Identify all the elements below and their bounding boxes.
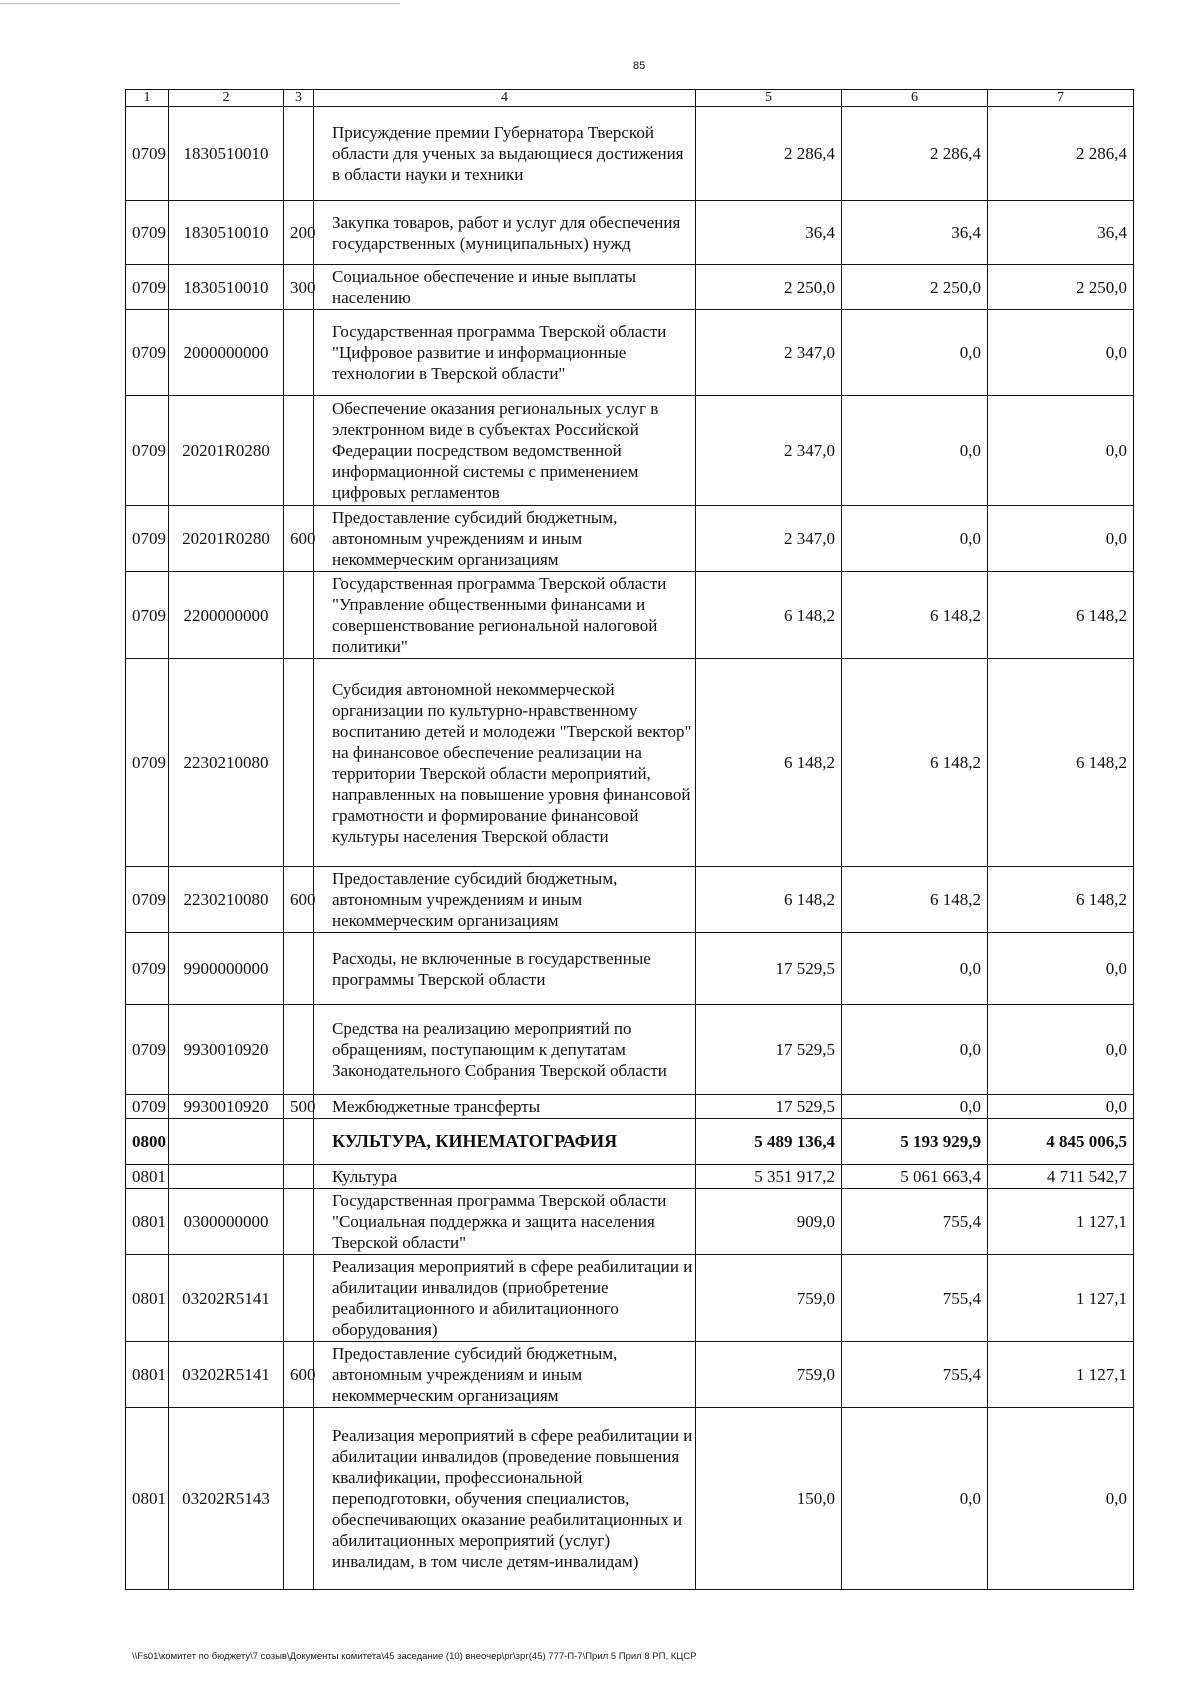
expense-type-code: 600 (284, 867, 314, 933)
table-row (126, 572, 1134, 659)
table-row (126, 396, 1134, 506)
expense-type-code (284, 572, 314, 659)
amount-year-2: 6 148,2 (842, 659, 988, 867)
amount-year-1: 17 529,5 (696, 1005, 842, 1095)
expense-type-code: 500 (284, 1095, 314, 1119)
section-code: 0801 (126, 1408, 169, 1590)
amount-year-3: 1 127,1 (988, 1189, 1134, 1255)
expense-type-code: 200 (284, 201, 314, 265)
amount-year-3: 0,0 (988, 1005, 1134, 1095)
amount-year-3: 2 250,0 (988, 265, 1134, 310)
expense-type-code (284, 396, 314, 506)
amount-year-2: 6 148,2 (842, 867, 988, 933)
target-article-code: 2000000000 (169, 310, 284, 396)
section-code: 0709 (126, 867, 169, 933)
column-header: 6 (842, 90, 988, 107)
column-header: 3 (284, 90, 314, 107)
expense-type-code (284, 310, 314, 396)
item-description: Государственная программа Тверской области "Социальная поддержка и защита населения Тверской области" (314, 1189, 696, 1255)
column-header: 1 (126, 90, 169, 107)
target-article-code: 1830510010 (169, 107, 284, 201)
amount-year-2: 6 148,2 (842, 572, 988, 659)
target-article-code: 03202R5143 (169, 1408, 284, 1590)
target-article-code: 2230210080 (169, 659, 284, 867)
amount-year-2: 5 193 929,9 (842, 1119, 988, 1165)
column-header: 4 (314, 90, 696, 107)
table-row (126, 1095, 1134, 1119)
amount-year-3: 6 148,2 (988, 867, 1134, 933)
top-rule (0, 3, 400, 4)
table-row (126, 506, 1134, 572)
target-article-code (169, 1165, 284, 1189)
section-code: 0709 (126, 1095, 169, 1119)
expense-type-code (284, 933, 314, 1005)
item-description: Государственная программа Тверской области "Цифровое развитие и информационные технологии в Тверской области" (314, 310, 696, 396)
amount-year-3: 0,0 (988, 933, 1134, 1005)
item-description: Расходы, не включенные в государственные программы Тверской области (314, 933, 696, 1005)
amount-year-3: 0,0 (988, 1408, 1134, 1590)
table-row (126, 265, 1134, 310)
amount-year-3: 4 711 542,7 (988, 1165, 1134, 1189)
table-row (126, 1189, 1134, 1255)
amount-year-1: 909,0 (696, 1189, 842, 1255)
target-article-code: 20201R0280 (169, 396, 284, 506)
amount-year-2: 36,4 (842, 201, 988, 265)
target-article-code: 0300000000 (169, 1189, 284, 1255)
table-row (126, 107, 1134, 201)
amount-year-1: 36,4 (696, 201, 842, 265)
amount-year-3: 1 127,1 (988, 1342, 1134, 1408)
page-number: 85 (633, 60, 646, 72)
budget-table (125, 89, 1134, 1590)
target-article-code: 9930010920 (169, 1095, 284, 1119)
amount-year-2: 755,4 (842, 1255, 988, 1342)
expense-type-code (284, 1005, 314, 1095)
amount-year-3: 0,0 (988, 506, 1134, 572)
target-article-code: 9900000000 (169, 933, 284, 1005)
section-code: 0709 (126, 265, 169, 310)
item-description: Субсидия автономной некоммерческой организации по культурно-нравственному воспитанию детей и молодежи "Тверской вектор" на финансовое обеспечение реализации на территории Тверской области мероприятий, направленных на повышение уровня финансовой грамотности и формирование финансовой культуры населения Тверской области (314, 659, 696, 867)
amount-year-3: 2 286,4 (988, 107, 1134, 201)
section-code: 0709 (126, 933, 169, 1005)
amount-year-3: 4 845 006,5 (988, 1119, 1134, 1165)
target-article-code: 2200000000 (169, 572, 284, 659)
amount-year-3: 0,0 (988, 1095, 1134, 1119)
amount-year-1: 2 250,0 (696, 265, 842, 310)
section-code: 0801 (126, 1189, 169, 1255)
amount-year-3: 6 148,2 (988, 659, 1134, 867)
item-description: Государственная программа Тверской области "Управление общественными финансами и совершенствование региональной налоговой политики" (314, 572, 696, 659)
section-code: 0709 (126, 310, 169, 396)
target-article-code: 1830510010 (169, 201, 284, 265)
footer-file-path: \\Fs01\комитет по бюджету\7 созыв\Документы комитета\45 заседание (10) внеочер\рг\зрг(45) 777-П-7\Прил 5 Прил 8 РП, КЦСР (132, 1651, 697, 1662)
table-row (126, 310, 1134, 396)
amount-year-2: 0,0 (842, 506, 988, 572)
expense-type-code (284, 1189, 314, 1255)
amount-year-2: 0,0 (842, 1408, 988, 1590)
amount-year-3: 36,4 (988, 201, 1134, 265)
amount-year-1: 17 529,5 (696, 933, 842, 1005)
expense-type-code (284, 1408, 314, 1590)
amount-year-1: 6 148,2 (696, 659, 842, 867)
item-description: Реализация мероприятий в сфере реабилитации и абилитации инвалидов (приобретение реабилитационного и абилитационного оборудования) (314, 1255, 696, 1342)
item-description: Присуждение премии Губернатора Тверской области для ученых за выдающиеся достижения в области науки и техники (314, 107, 696, 201)
amount-year-2: 5 061 663,4 (842, 1165, 988, 1189)
table-row (126, 1165, 1134, 1189)
table-row (126, 1255, 1134, 1342)
section-code: 0709 (126, 107, 169, 201)
amount-year-1: 150,0 (696, 1408, 842, 1590)
target-article-code (169, 1119, 284, 1165)
section-code: 0709 (126, 506, 169, 572)
amount-year-2: 0,0 (842, 1005, 988, 1095)
expense-type-code: 600 (284, 1342, 314, 1408)
item-description: Средства на реализацию мероприятий по обращениям, поступающим к депутатам Законодательного Собрания Тверской области (314, 1005, 696, 1095)
expense-type-code (284, 1255, 314, 1342)
amount-year-2: 2 250,0 (842, 265, 988, 310)
item-description: Закупка товаров, работ и услуг для обеспечения государственных (муниципальных) нужд (314, 201, 696, 265)
table-row (126, 659, 1134, 867)
amount-year-1: 2 347,0 (696, 310, 842, 396)
expense-type-code (284, 107, 314, 201)
table-row (126, 867, 1134, 933)
section-code: 0709 (126, 572, 169, 659)
amount-year-1: 759,0 (696, 1342, 842, 1408)
target-article-code: 03202R5141 (169, 1342, 284, 1408)
item-description: Культура (314, 1165, 696, 1189)
amount-year-1: 759,0 (696, 1255, 842, 1342)
column-number-header-row (126, 90, 1134, 107)
section-code: 0709 (126, 1005, 169, 1095)
amount-year-2: 2 286,4 (842, 107, 988, 201)
table-row (126, 1119, 1134, 1165)
expense-type-code: 600 (284, 506, 314, 572)
target-article-code: 03202R5141 (169, 1255, 284, 1342)
section-code: 0801 (126, 1255, 169, 1342)
expense-type-code: 300 (284, 265, 314, 310)
amount-year-1: 2 347,0 (696, 506, 842, 572)
item-description: Обеспечение оказания региональных услуг в электронном виде в субъектах Российской Федерации посредством ведомственной информационной системы с применением цифровых регламентов (314, 396, 696, 506)
item-description: Предоставление субсидий бюджетным, автономным учреждениям и иным некоммерческим организациям (314, 1342, 696, 1408)
amount-year-2: 0,0 (842, 310, 988, 396)
target-article-code: 1830510010 (169, 265, 284, 310)
amount-year-1: 2 286,4 (696, 107, 842, 201)
amount-year-1: 2 347,0 (696, 396, 842, 506)
amount-year-1: 17 529,5 (696, 1095, 842, 1119)
column-header: 5 (696, 90, 842, 107)
table-row (126, 201, 1134, 265)
table-row (126, 1408, 1134, 1590)
item-description: Социальное обеспечение и иные выплаты населению (314, 265, 696, 310)
amount-year-1: 5 351 917,2 (696, 1165, 842, 1189)
amount-year-1: 6 148,2 (696, 572, 842, 659)
section-code: 0709 (126, 659, 169, 867)
expense-type-code (284, 1165, 314, 1189)
target-article-code: 2230210080 (169, 867, 284, 933)
amount-year-2: 0,0 (842, 396, 988, 506)
amount-year-3: 6 148,2 (988, 572, 1134, 659)
item-description: Реализация мероприятий в сфере реабилитации и абилитации инвалидов (проведение повышения квалификации, профессиональной переподготовки, обучения специалистов, обеспечивающих оказание реабилитационных и абилитационных мероприятий (услуг) инвалидам, в том числе детям-инвалидам) (314, 1408, 696, 1590)
table-row (126, 1005, 1134, 1095)
amount-year-1: 6 148,2 (696, 867, 842, 933)
amount-year-3: 1 127,1 (988, 1255, 1134, 1342)
section-code: 0709 (126, 201, 169, 265)
item-description: Межбюджетные трансферты (314, 1095, 696, 1119)
column-header: 7 (988, 90, 1134, 107)
item-description: КУЛЬТУРА, КИНЕМАТОГРАФИЯ (314, 1119, 696, 1165)
item-description: Предоставление субсидий бюджетным, автономным учреждениям и иным некоммерческим организациям (314, 867, 696, 933)
expense-type-code (284, 659, 314, 867)
amount-year-1: 5 489 136,4 (696, 1119, 842, 1165)
expense-type-code (284, 1119, 314, 1165)
amount-year-3: 0,0 (988, 396, 1134, 506)
section-code: 0709 (126, 396, 169, 506)
target-article-code: 9930010920 (169, 1005, 284, 1095)
amount-year-2: 755,4 (842, 1189, 988, 1255)
section-code: 0801 (126, 1165, 169, 1189)
table-row (126, 1342, 1134, 1408)
amount-year-2: 0,0 (842, 933, 988, 1005)
item-description: Предоставление субсидий бюджетным, автономным учреждениям и иным некоммерческим организациям (314, 506, 696, 572)
amount-year-3: 0,0 (988, 310, 1134, 396)
column-header: 2 (169, 90, 284, 107)
amount-year-2: 0,0 (842, 1095, 988, 1119)
amount-year-2: 755,4 (842, 1342, 988, 1408)
table-body (126, 107, 1134, 1590)
table-row (126, 933, 1134, 1005)
target-article-code: 20201R0280 (169, 506, 284, 572)
section-code: 0801 (126, 1342, 169, 1408)
section-code: 0800 (126, 1119, 169, 1165)
